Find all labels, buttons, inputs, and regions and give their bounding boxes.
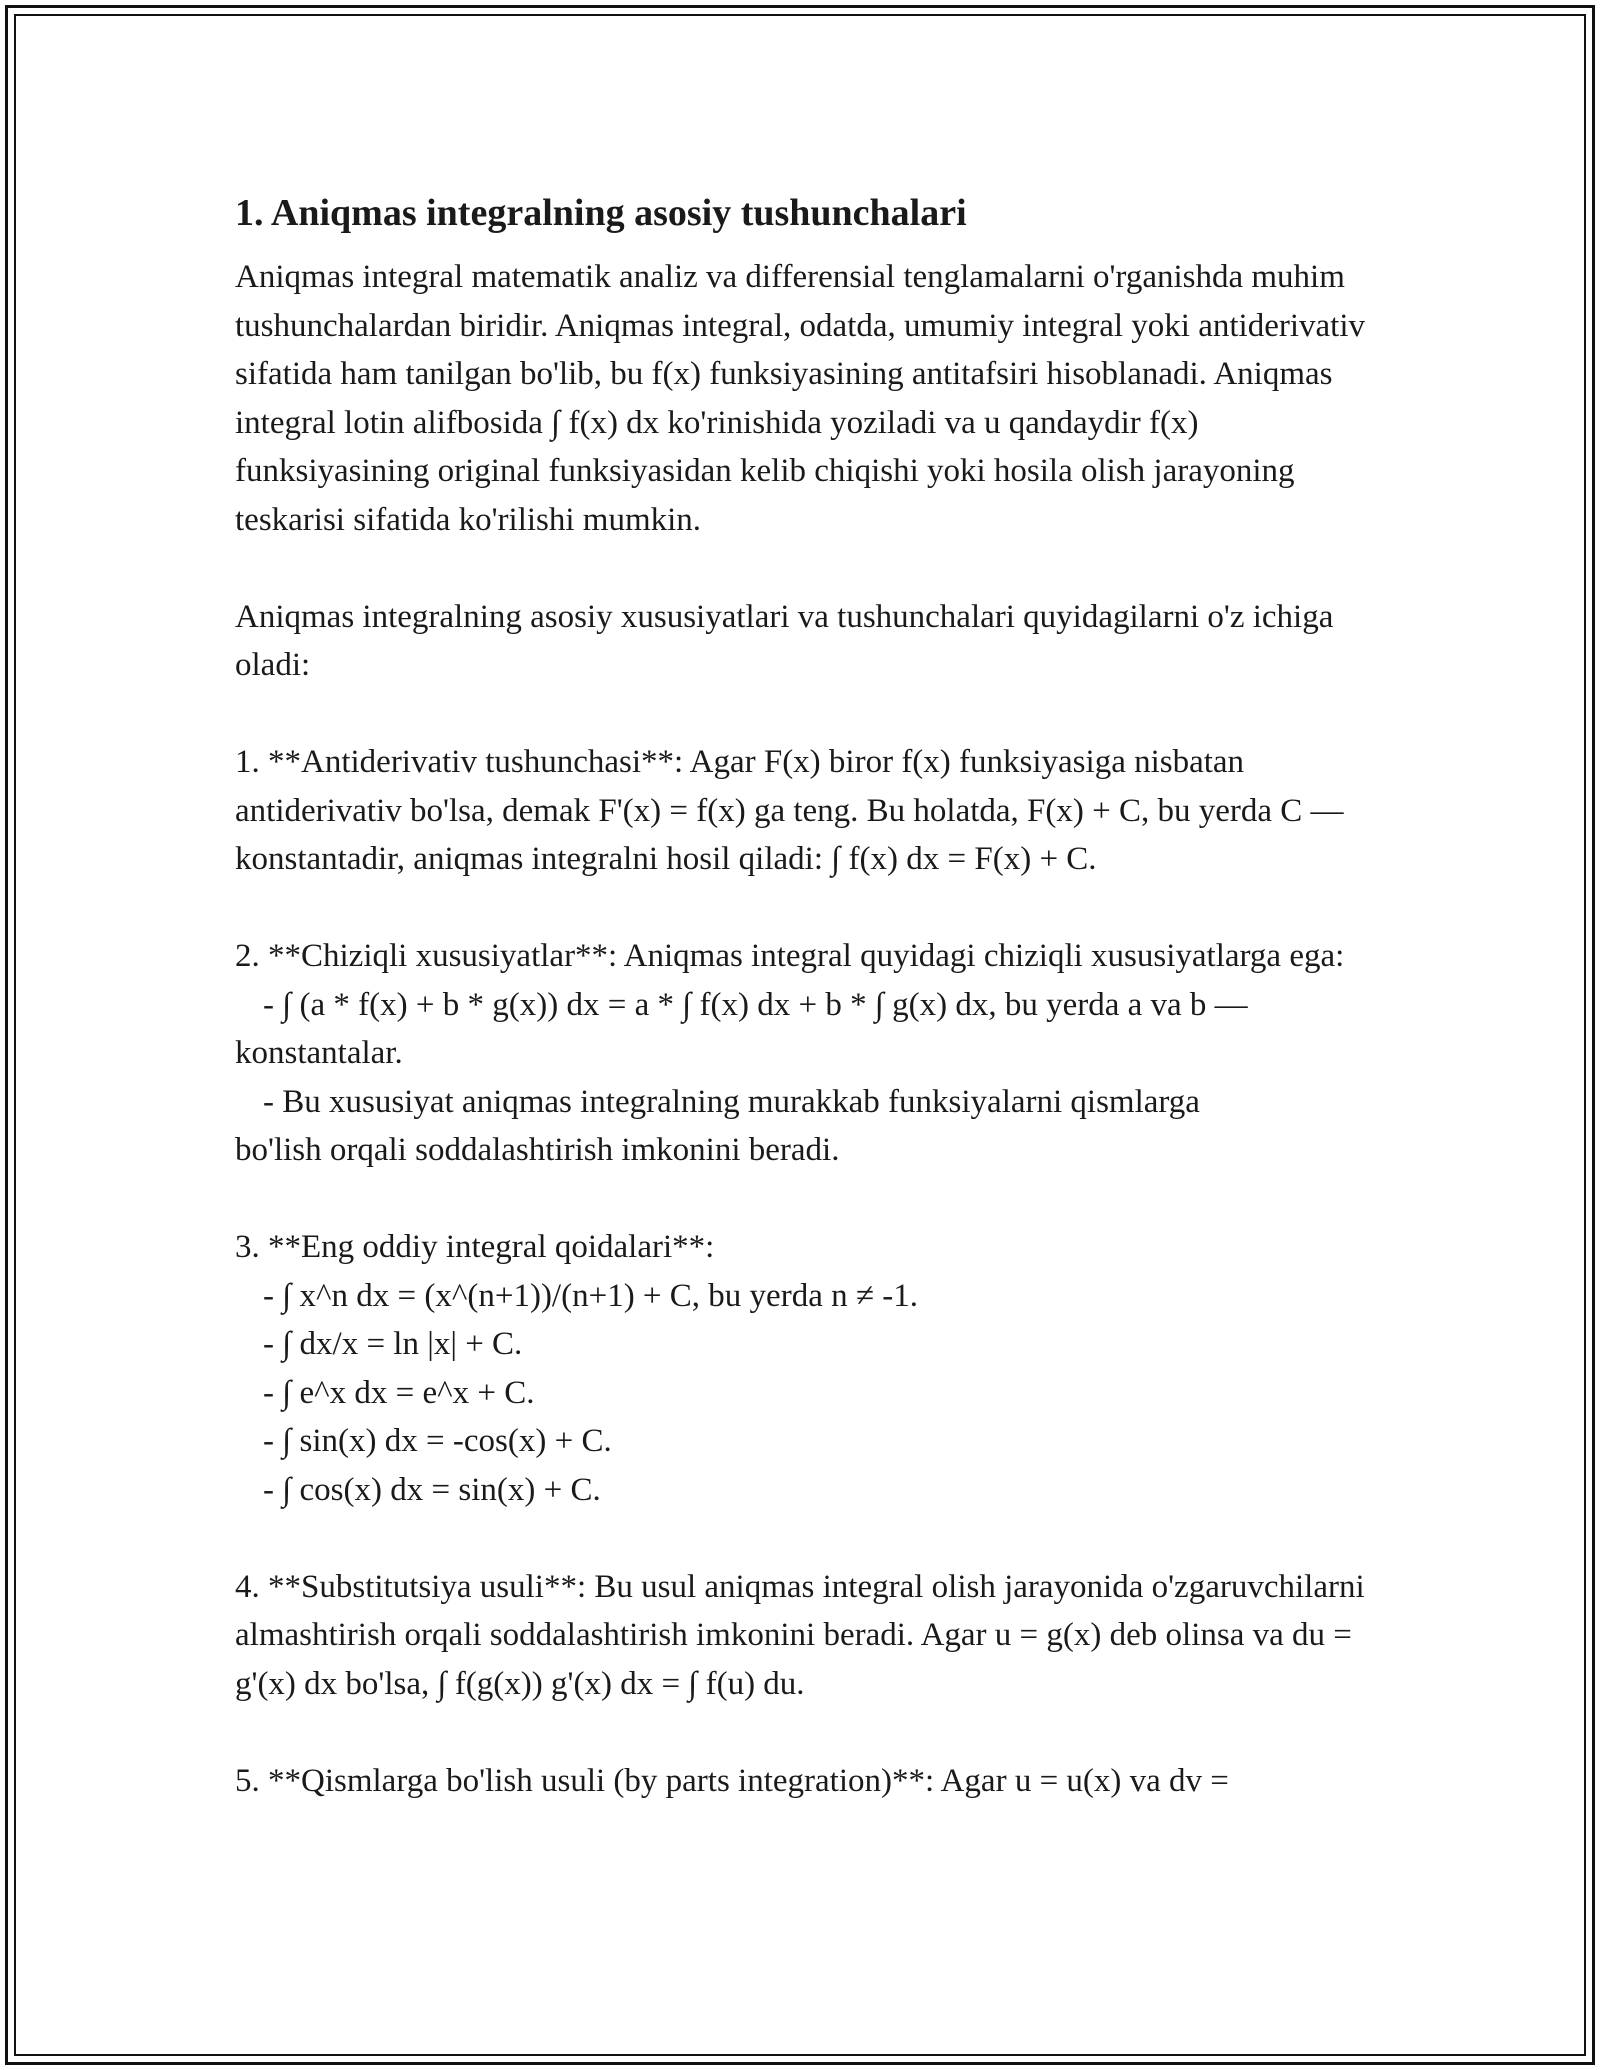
item-basic-rules-heading: 3. **Eng oddiy integral qoidalari**: (235, 1229, 715, 1265)
linear-rule-formula: - ∫ (a * f(x) + b * g(x)) dx = a * ∫ f(x) dx + b * ∫ g(x) dx, bu yerda a va b — (263, 986, 1248, 1023)
item-substitution: 4. **Substitutsiya usuli**: Bu usul aniqmas integral olish jarayonida o'zgaruvchilarni almashtirish orqali soddalashtirish imkonini beradi. Agar u = g(x) deb olinsa va du = g'(x) dx bo'lsa, ∫ f(g(x)) g'(x) dx = ∫ f(u) du. (235, 1568, 1365, 1702)
document-body (235, 185, 1375, 1854)
item-antiderivative: 1. **Antiderivativ tushunchasi**: Agar F(x) biror f(x) funksiyasiga nisbatan antiderivativ bo'lsa, demak F'(x) = f(x) ga teng. Bu holatda, F(x) + C, bu yerda C — konstantadir, aniqmas integralni hosil qiladi: ∫ f(x) dx = F(x) + C. (235, 744, 1344, 877)
linear-rule-note: - Bu xususiyat aniqmas integralning murakkab funksiyalarni qismlarga (263, 1083, 1200, 1120)
rule-reciprocal: - ∫ dx/x = ln |x| + C. (263, 1326, 523, 1362)
intro-paragraph: Aniqmas integral matematik analiz va differensial tenglamalarni o'rganishda muhim tushunchalardan biridir. Aniqmas integral, odatda, umumiy integral yoki antiderivativ sifatida ham tanilgan bo'lib, bu f(x) funksiyasining antitafsiri hisoblanadi. Aniqmas integral lotin alifbosida ∫ f(x) dx ko'rinishida yoziladi va u qandaydir f(x) funksiyasining original funksiyasidan kelib chiqishi yoki hosila olish jarayoning teskarisi sifatida ko'rilishi mumkin. (235, 259, 1365, 538)
rule-exponential: - ∫ e^x dx = e^x + C. (263, 1374, 535, 1411)
linear-rule-note-cont: bo'lish orqali soddalashtirish imkonini beradi. (235, 1132, 840, 1168)
rule-power: - ∫ x^n dx = (x^(n+1))/(n+1) + C, bu yerda n ≠ -1. (263, 1277, 918, 1314)
rule-sine: - ∫ sin(x) dx = -cos(x) + C. (263, 1423, 612, 1459)
lead-paragraph: Aniqmas integralning asosiy xususiyatlari va tushunchalari quyidagilarni o'z ichiga oladi: (235, 598, 1334, 683)
item-by-parts: 5. **Qismlarga bo'lish usuli (by parts integration)**: Agar u = u(x) va dv = (235, 1762, 1229, 1799)
linear-rule-formula-cont: konstantalar. (235, 1035, 403, 1071)
rule-cosine: - ∫ cos(x) dx = sin(x) + C. (263, 1471, 601, 1508)
item-linear-properties (235, 932, 1375, 1175)
item-basic-rules (235, 1223, 1375, 1514)
section-title: 1. Aniqmas integralning asosiy tushunchalari (235, 192, 967, 234)
item-linear-heading: 2. **Chiziqli xususiyatlar**: Aniqmas integral quyidagi chiziqli xususiyatlarga ega: (235, 938, 1345, 974)
